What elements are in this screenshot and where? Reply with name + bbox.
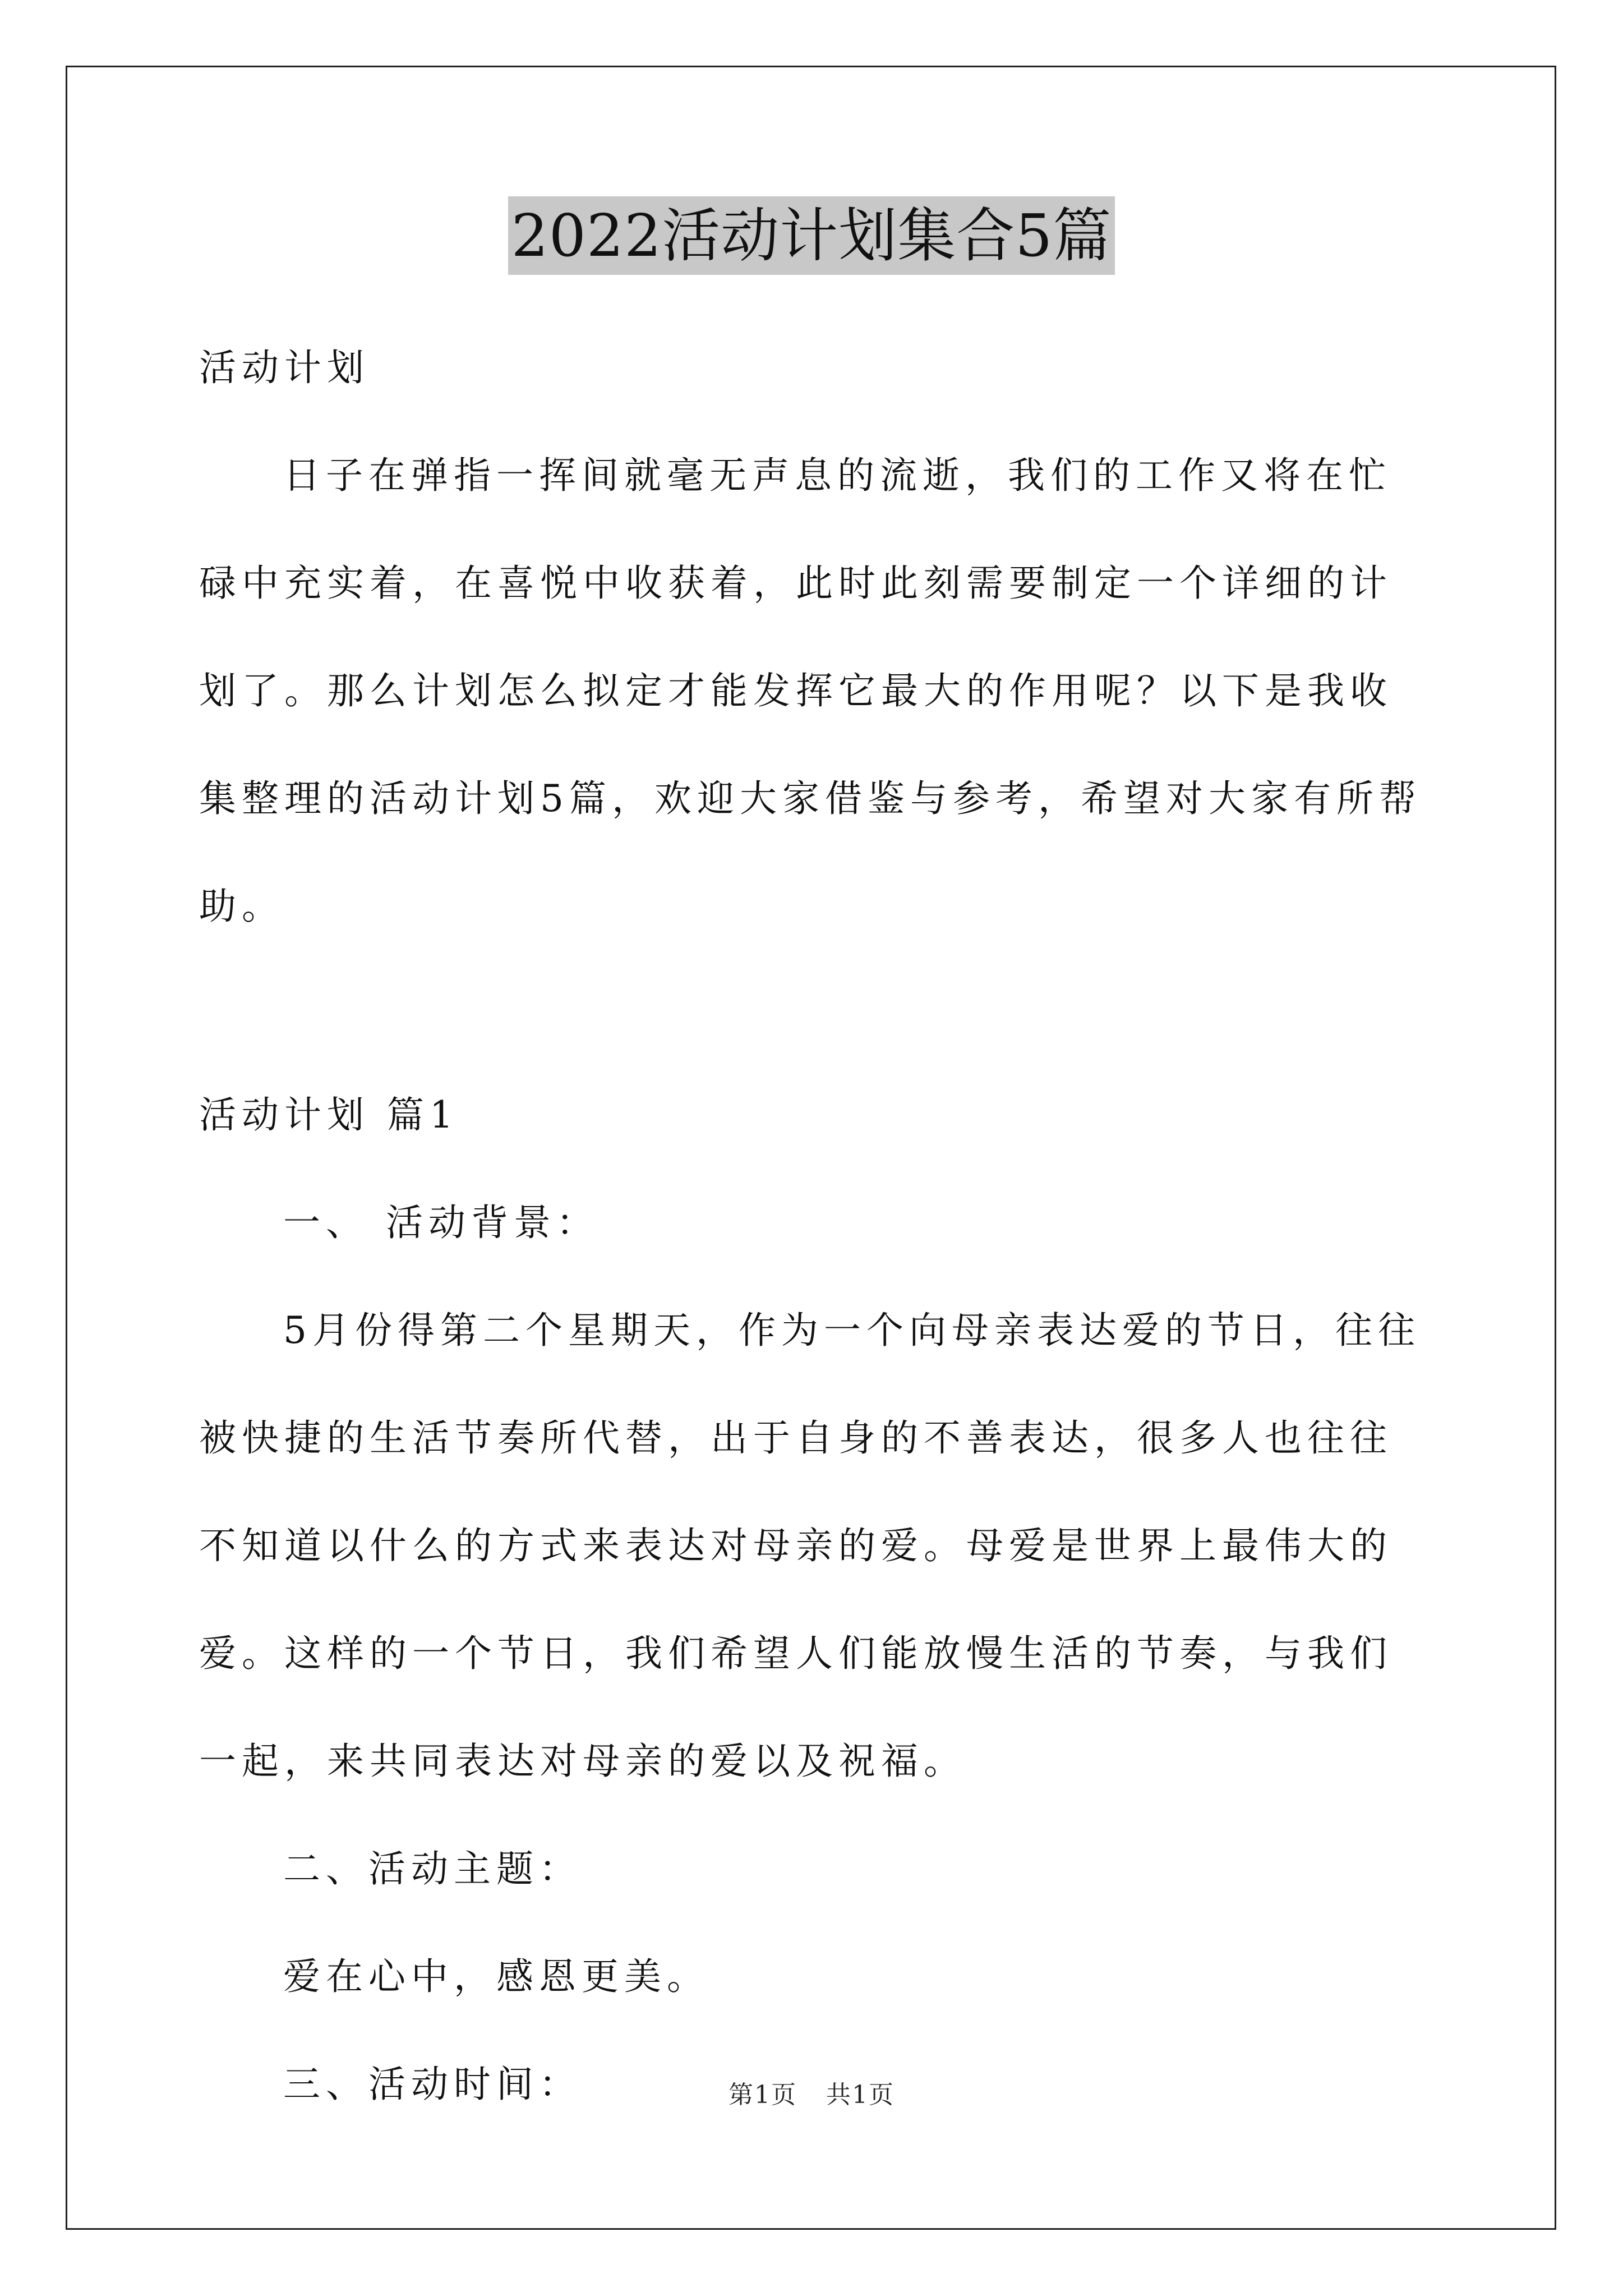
section-spacer xyxy=(199,960,1427,1061)
section-heading: 活动计划 篇1 xyxy=(199,1093,459,1137)
item-body-theme: 爱在心中，感恩更美。 xyxy=(283,1955,709,1998)
document-title: 2022活动计划集合5篇 xyxy=(508,196,1115,275)
page-footer xyxy=(0,2078,1623,2112)
item-body-background: 5月份得第二个星期天，作为一个向母亲表达爱的节日，往往被快捷的生活节奏所代替，出于自身的不善表达，很多人也往往不知道以什么的方式来表达对母亲的爱。母爱是世界上最伟大的爱。这样的一个节日，我们希望人们能放慢生活的节奏，与我们一起，来共同表达对母亲的爱以及祝福。 xyxy=(199,1309,1421,1783)
intro-heading: 活动计划 xyxy=(199,346,370,389)
page-number-current: 第1页 xyxy=(728,2081,797,2109)
title-container xyxy=(0,196,1623,275)
item-heading-background: 一、 活动背景： xyxy=(283,1201,599,1244)
item-heading-theme: 二、活动主题： xyxy=(283,1847,582,1890)
document-body xyxy=(199,314,1427,2138)
page-number-total: 共1页 xyxy=(826,2081,895,2109)
item-heading-time: 三、活动时间： xyxy=(283,2063,582,2106)
intro-paragraph: 日子在弹指一挥间就毫无声息的流逝，我们的工作又将在忙碌中充实着，在喜悦中收获着，此时此刻需要制定一个详细的计划了。那么计划怎么拟定才能发挥它最大的作用呢？以下是我收集整理的活动计划5篇，欢迎大家借鉴与参考，希望对大家有所帮助。 xyxy=(199,454,1422,928)
